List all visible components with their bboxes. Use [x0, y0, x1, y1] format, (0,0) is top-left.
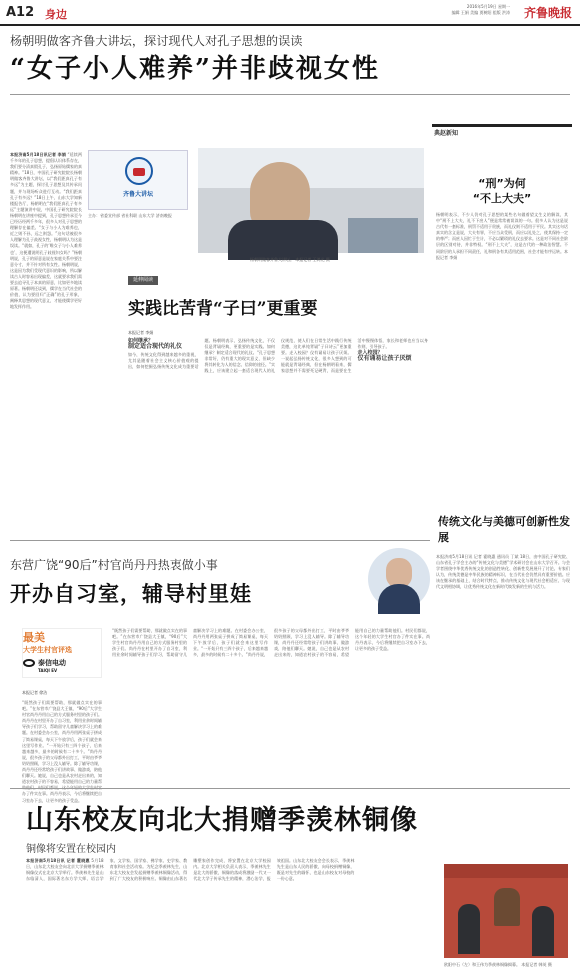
campaign-line2: 大学生村官评选 [23, 646, 72, 654]
story2-body: “既然孩子们需要帮助，那就做点实在的事吧。”在东营市广饶县大王镇，“90后”大学生村官尚丹丹用自己的方式服务村里的孩子们。尚丹丹在村里开办了自习室，利用业余时间辅导孩子们学习，帮助留守儿童解决学习上的难题。在村委会办公室，尚丹丹用两张桌子拼成了简易课桌，每天下午放学后，孩子们就会来这里写作业。“一开始只有三四个孩子，后来越来越多，最多的时候有二十多个。”尚丹丹说，很多孩子的父母都外出打工，平时由爷爷奶奶照顾，学习上没人辅导。除了辅导功课，尚丹丹还经常给孩子们讲故事、做游戏，陪他们聊天。她说，自己也是从农村走出来的，知道农村孩子的不容易，希望能用自己的力量帮助他们。村民们都说，这个年轻的大学生村官办了件实在事。尚丹丹表示，今后将继续把自习室办下去，让更多的孩子受益。 [112, 628, 430, 658]
story3-body [26, 858, 438, 976]
sponsor-name: 泰信电动 [38, 659, 66, 667]
story1-sub-headline: 实践比苦背“子曰”更重要 [128, 299, 318, 319]
story2-lead: “既然孩子们需要帮助，那就做点实在的事吧。”在东营市广饶县大王镇，“90后”大学生村官尚丹丹用自己的方式服务村里的孩子们。尚丹丹在村里开办了自习室，利用业余时间辅导孩子们学习，帮助留守儿童解决学习上的难题。在村委会办公室，尚丹丹用两张桌子拼成了简易课桌，每天下午放学后，孩子们就会来这里写作业。“一开始只有三四个孩子，后来越来越多，最多的时候有二十多个。”尚丹丹说，很多孩子的父母都外出打工，平时由爷爷奶奶照顾，学习上没人辅导。除了辅导功课，尚丹丹还经常给孩子们讲故事、做游戏，陪他们聊天。她说，自己也是从农村走出来的，知道农村孩子的不容易，希望能用自己的力量帮 办了件实在事。尚丹丹表示，今后将继续把自习室办下去，让更多的孩子受益。 [22, 700, 102, 803]
story3-text: 5月18日，山东北大校友会向北京大学捐赠季羡林铜像仪式在北京大学举行。季羡林先生是山东临清人，国际著名东方学大师、语言学家、文学家、国学家、佛学家、史学家、教育家和社会活动家。为纪念季羡林先生，山东北大校友会发起捐赠季羡林铜像活动，得到了广大校友的积极响应。铜像由山东著名雕塑家创作完成，将安置在北京大学校园内。北京大学相关负责人表示，季羡林先生是北大的骄傲，铜像的落成将激励一代又一代北大学子传承先生的精神，潜心治学，报效祖国。山东北大校友会会长表示，季羡林先生是山东人民的骄傲，向母校捐赠铜像，既是对先生的缅怀，也是山东校友对母校的一份心意。 [26, 858, 355, 882]
sidebar-title [432, 176, 572, 206]
sidebar-story2-title: 传统文化与美德可创新性发展 [438, 515, 570, 544]
page-number: A12 [6, 5, 35, 20]
lecture-organizers: 主办：省委宣传部 省社科联 山东大学 济南晚报 [88, 213, 172, 218]
story2-portrait [368, 548, 430, 610]
lecture-logo-text: 齐鲁大讲坛 [122, 191, 153, 198]
story1-sub-byline: 本报记者 李娟 [128, 330, 154, 335]
speaker-suit [228, 220, 338, 260]
page-header [0, 0, 580, 26]
divider [10, 94, 570, 95]
story1-headline: “女子小人难养”并非歧视女性 [10, 54, 380, 84]
date-line [350, 4, 510, 16]
sidebar-tag-label: 典赵新知 [434, 130, 459, 137]
sidebar-body: 杨朝明表示，不少人仍对孔子思想的某些名句做着望文生义的解读，其中“刑不上大夫，礼不下庶人”便是常常被误读的一句。很多人认为这是说古代有一套标准，刑罚不适用于贵族，而礼仪则不适用于平民。其实这句话真实的含义是说，大夫有罪，不应当众受刑，而应以礼处之，使其保持一定的尊严；而庶人因忙于生计，不必以繁琐的礼仪去要求。这是对不同社会阶层的区别对待，并非特权。“刑不上大夫”，这是古代的一种政治智慧。不同阶层的人承担不同责任，礼和刑各有其适用范围，社会才能有序运转。本报记者 李娟 [436, 212, 568, 260]
story3-byline: 本报济南5月18日讯 记者 霍晓惠 [26, 858, 90, 863]
sponsor-logo-icon [23, 659, 35, 667]
campaign-logo [22, 628, 102, 678]
story1-body [10, 152, 82, 520]
sub-question-2: 走入校园？ [357, 350, 383, 357]
story1-kicker: 杨朝明做客齐鲁大讲坛，探讨现代人对孔子思想的误读 [10, 34, 303, 48]
issue-date: 2016年5月19日 星期一 [466, 4, 510, 9]
story1-photo-caption: 杨朝明做客齐鲁大讲坛。 本报记者 王鸿光 摄 [250, 257, 330, 262]
extended-reading-tag: 延伸阅读 [128, 276, 158, 285]
campaign-line1: 最美 [23, 631, 45, 644]
bronze-statue [494, 888, 520, 926]
story3-photo [444, 864, 568, 958]
story3-subhead: 铜像将安置在校园内 [26, 844, 116, 855]
story1-photo [198, 148, 424, 253]
sidebar-title-line1: “刑”为何 [478, 177, 526, 190]
sidebar-story2-body: 本报济南5月18日讯 记者 霍晓惠 通讯员 丁斌 18日，由中国孔子研究院、山东省孔子学会主办的“传统文化与美德”学术研讨会在山东大学召开。与会学者围绕中华优秀传统文化的创造性转化、创新性发展展开了讨论。专家们认为，传统美德是中华民族的精神标识，在当代社会仍然具有重要价值。应该在继承的基础上，结合时代特点，推动传统文化与现代社会相适应、与现代文明相协调，让优秀传统文化在新时代焕发新的生机与活力。 [436, 554, 570, 590]
story1-byline: 本报济南5月18日讯记者 李娟 [10, 152, 66, 157]
story3-headline: 山东校友向北大捐赠季羡林铜像 [26, 805, 418, 836]
story2-kicker: 东营广饶“90后”村官尚丹丹热衷做小事 [10, 558, 218, 572]
story2-byline: 本报记者 徐洁 [22, 690, 48, 695]
divider [10, 788, 570, 789]
lecture-logo [88, 150, 188, 210]
divider [10, 540, 430, 541]
masthead-logo: 齐鲁晚报 [523, 6, 572, 20]
sidebar-title-line2: “不上大夫” [472, 192, 532, 205]
sidebar-tag [432, 124, 572, 136]
sub-heading-2: 仅有诵易让孩子厌烦 [357, 355, 412, 363]
story2-headline: 开办自习室，辅导村里娃 [10, 581, 252, 606]
sub-body-text: 如今，传统文化得到越来越多的重视，尤其是随着社会主义核心价值观的提出，如何挖掘弘扬传统文化成为重要话题。杨朝明表示，弘扬传统文化，不仅仅是背诵经典，更重要的是实践。如何继承？制定适合现代的礼仪。“孔子思想非常好，仍有重大的现实意义，但缺少将其转化为人的信念、信仰的途径。”实践上，应该建立起一套适合现代人的礼仪规范，使人们在日常生活中践行传统美德，这比单纯背诵“子曰诗云”更加重要。走入校园？仪有诵易让孩子厌烦。一说起弘扬传统文化，很多人想到的可能就是背诵经典，但在杨朝明看来，儒家思想并不需要死记硬背，而是要在生活中慢慢体悟，家长和老师也应当以身作则，引导孩子。 [128, 338, 428, 374]
story1-text: “延续两千多年的孔子思想，提倡认识体系存在，我们要分清真假孔子，弘扬原始儒家的真精神。”18日，中国孔子研究院院长杨朝明做客齐鲁大讲坛，以“我们距真孔子有多远”为主题，探讨孔子思想及其传承问题，并与现场听众进行互动。“我们距真孔子有多远？”18日上午，山东大学知新楼报告厅，杨朝明在“我们距真孔子有多远”主题演讲中说，中国孔子研究院院长杨朝明在讲座中提到，孔子思想传承至今已经历经两千多年，很多人对孔子思想的理解存在偏差。“女子与小人为难养也，近之则不孙，远之则怨。”这句话被很多人理解为孔子歧视女性，杨朝明认为这是误读。“就如，孔子的‘唯女子与小人难养也’，这便遭说明孔子歧视妇女吗？”杨朝明说，孔子的原意是说在家庭关系中要注意分寸，并不针对所有女性。杨朝明说，这是因为我们受现代意识的影响，所以解读古人时容易出现偏差，这就要求我们需要去追寻孔子本真的原意，比如更多地读原著。杨朝明还谈到，儒学在当代社会的价值，认为要回归“正确”的孔子形象，阐释其思想的现代意义，才能使儒学更好地发挥作用。 [10, 152, 82, 310]
lecture-emblem-icon [125, 157, 153, 185]
sponsor-name-en: TAIQI EV [38, 668, 58, 673]
section-name: 身边 [45, 8, 67, 21]
sub-heading-1: 制定适合现代的礼仪 [128, 343, 183, 351]
editor-credits: 编辑 王娟 美编 贾树阳 组版 洪涛 [451, 10, 510, 15]
story3-photo-caption: 欧阳中石（左）和王伟为季羡林铜像揭幕。 本报记者 韩英 摄 [444, 962, 552, 967]
story1-sub-body [128, 338, 428, 538]
sub-question-1: 如何继承？ [128, 338, 154, 344]
